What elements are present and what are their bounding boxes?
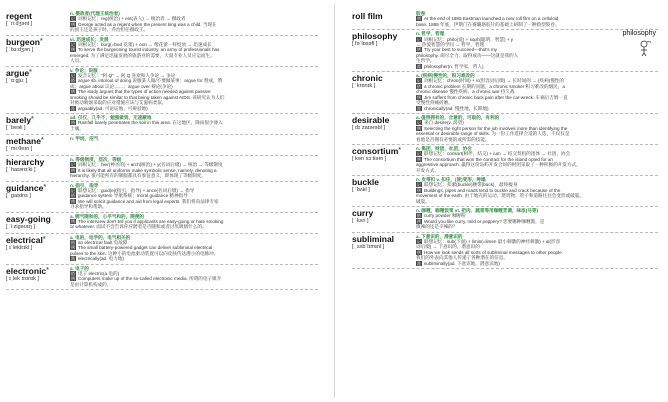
line-text: v. 争论；说服: [70, 67, 98, 73]
phonetic: [ ɪˌlekˈtrɒnɪk ]: [6, 275, 39, 282]
headword-text: subliminal: [352, 233, 395, 244]
headword-block: [352, 73, 416, 111]
line-text: a. 值得拥有的，合意的，可取的，有利的: [416, 114, 500, 120]
dictionary-entry: [352, 114, 658, 145]
dictionary-entry: [6, 234, 318, 265]
headword-block: [352, 31, 416, 69]
line-text: n. 甲烷，沼气: [70, 135, 99, 141]
headword: [6, 183, 70, 193]
section-marker-icon: 例: [71, 120, 75, 126]
line-text: a. 电子的: [70, 265, 89, 271]
example-line: [70, 224, 318, 229]
phonetic: [ ˌsʌbˈlɪmɪnl ]: [352, 243, 385, 250]
phonetic: [ kənˈsɔːtiəm ]: [352, 155, 387, 162]
headword: [352, 208, 416, 218]
headword: [6, 115, 70, 125]
section-marker-icon: 例: [71, 21, 75, 27]
section-marker-icon: 例: [417, 156, 421, 162]
line-text: Rainfall barely penetrates the soil in this area. 在这地区，降雨很少渗入: [78, 120, 223, 126]
line-text: n. 咖喱，咖喱饭菜 vt. 把肉、蔬菜等用咖喱烹调，味浓(马等): [416, 208, 538, 213]
line-text: guidance system 导航系统；moral guidance 精神指导: [78, 193, 188, 199]
entry-body: [416, 146, 658, 173]
entry-body: [416, 31, 658, 69]
star-icon: *: [40, 136, 44, 144]
section-marker-icon: 记: [417, 36, 421, 42]
section-marker-icon: 记: [71, 73, 75, 79]
phonetic: [ ˈmiːθeɪn ]: [6, 145, 33, 152]
headword: [6, 68, 70, 78]
line-text: or whatever. 面试不会告诉你应聘者是否随和或者讨厌吸烟什么的。: [70, 224, 207, 230]
line-text: philosopher(n. 哲学家，哲人): [424, 63, 484, 69]
example-line: [416, 199, 658, 204]
headword: [352, 31, 416, 41]
headword-block: [352, 234, 416, 266]
line-text: 来自 desire(v. 渴望): [424, 120, 464, 126]
line-text: n. 哲学，哲理: [416, 31, 445, 37]
entry-body: [416, 177, 658, 204]
headword: [352, 115, 416, 125]
line-text: aggressive approach. 赢得这份岛屿开发合同的财团采取了一种积极的开发方式。: [416, 162, 581, 168]
column-divider: [334, 4, 335, 398]
line-text: 词根记忆：burg(=bud 花蕾) + eon → 像花蕾一样绽放 → 迅速成长: [78, 42, 212, 48]
example-line: [70, 126, 318, 131]
line-text: 开发方式。: [416, 167, 439, 173]
line-text: 成；argue about 议论……；argue over 辩论(争论): [70, 83, 173, 89]
phonetic: [ ˈkʌri ]: [352, 218, 369, 224]
headword: [352, 73, 416, 83]
entry-body: [70, 136, 318, 153]
headword-text: regent: [6, 11, 32, 21]
entry-body: [416, 11, 658, 27]
line-text: vi. 迅速成长；发展: [70, 36, 109, 42]
example-line: [416, 106, 658, 111]
headword-block: [6, 11, 70, 33]
section-marker-icon: 搭: [417, 213, 421, 219]
headword: [6, 214, 70, 224]
right-column: [352, 10, 658, 269]
line-text: emerged. 为了满足迅猛发展的旅游业的需要，大量专业人员应运而生。: [70, 52, 215, 58]
dictionary-entry: [6, 213, 318, 234]
dictionary-entry: [6, 265, 318, 291]
phonetic: [ ˈɑːgjuː ]: [6, 77, 28, 84]
example-line: [416, 22, 658, 27]
dictionary-entry: [352, 10, 658, 30]
star-icon: *: [398, 146, 402, 154]
entry-body: [70, 157, 318, 179]
line-text: base. 1889 年底，伊斯门在赛璐珞胶片的基础上研制了一种新型胶卷。: [416, 21, 560, 27]
section-marker-icon: 记: [71, 16, 75, 22]
headword-text: easy-going: [6, 213, 51, 224]
entry-body: [70, 266, 318, 288]
line-text: hierarchy. 很可能所有的制服都具有象征意义，即体现了等级制度。: [70, 173, 206, 179]
line-text: 破裂。: [416, 198, 430, 204]
line-text: chronic disease 慢性疾病，a chronic war 持久战: [416, 89, 515, 95]
example-line: [70, 282, 318, 287]
headword-text: desirable: [352, 114, 390, 125]
section-marker-icon: 记: [417, 78, 421, 84]
headword-text: hierarchy: [6, 156, 45, 167]
line-text: philosophy. 竭尽全力，取得成功——这就是我的人: [416, 52, 519, 58]
line-text: How we look sends all sorts of subliminal messages to other people.: [424, 249, 563, 255]
headword: [6, 266, 70, 276]
headword-text: buckle: [352, 176, 379, 187]
line-text: 对被动吸烟采取的应对措施应该与艾滋病类似。: [70, 100, 167, 106]
illustration-label: philosophy: [622, 30, 656, 38]
dictionary-entry: [6, 10, 318, 36]
section-marker-icon: 记: [417, 151, 421, 157]
line-text: 联想记忆：扣紧(buckle)腰带(buck)，最终瘦身: [424, 182, 518, 188]
headword-block: [352, 177, 416, 204]
entry-body: [416, 115, 658, 142]
headword-text: electronic: [6, 265, 47, 276]
star-icon: *: [43, 183, 47, 191]
section-marker-icon: 例: [417, 47, 421, 53]
star-icon: *: [40, 37, 43, 45]
line-text: argue sb. into/out of doing 说服某人做/不要做某事；argue for 赞成，赞: [78, 78, 223, 84]
line-text: n. 摄政者(代理王统治者): [70, 11, 120, 16]
dictionary-entry: [6, 135, 318, 156]
headword: [352, 146, 416, 156]
line-text: The small battery-powered gadget can deliver subliminal electrical: [78, 245, 213, 251]
headword: [352, 234, 416, 244]
line-text: chronically(ad. 慢性地，长期地): [424, 105, 489, 111]
section-marker-icon: 搭: [71, 239, 75, 245]
line-text: 词后缀) → 下意识的，潜意识的: [416, 244, 480, 250]
example-line: [70, 106, 318, 111]
section-marker-icon: 记: [71, 162, 75, 168]
section-marker-icon: 派: [417, 260, 421, 266]
line-text: 是由计算机构成的。: [70, 281, 112, 287]
phonetic: [ ɪˈlektrɪkl ]: [6, 244, 33, 251]
headword-text: electrical: [6, 234, 43, 245]
line-text: a chronic problem 长期的问题，a chronic smoker 积习难改的烟民，a: [424, 83, 565, 89]
dictionary-entry: [6, 114, 318, 135]
entry-body: [70, 214, 318, 231]
example-line: [70, 204, 318, 209]
line-text: n. 集团，财团，社团，协会: [416, 145, 472, 151]
section-marker-icon: 搭: [417, 83, 421, 89]
section-marker-icon: 记: [417, 120, 421, 126]
line-text: 词根记忆：philo(爱) + soph(聪明，智慧) + y: [424, 36, 514, 42]
line-text: Buildings, pipes and roads tend to buckle and crack because of the: [424, 187, 561, 193]
phonetic: [ ˈbɜːdʒən ]: [6, 46, 34, 53]
section-marker-icon: 例: [417, 187, 421, 193]
headword-block: [352, 11, 416, 27]
line-text: → 热爱智慧的学问 → 哲学，哲理: [416, 42, 485, 48]
headword-block: [352, 146, 416, 173]
entry-body: [70, 115, 318, 132]
line-text: electrically(ad. 电力地): [78, 256, 124, 262]
entry-body: [70, 68, 318, 111]
headword-text: argue: [6, 67, 30, 78]
section-marker-icon: 例: [417, 125, 421, 131]
line-text: 发音记忆："阿 Q" → 阿 Q 喜欢和人争论 → 争论: [78, 73, 176, 79]
section-marker-icon: 例: [417, 94, 421, 100]
line-text: 土壤。: [70, 125, 84, 131]
headword: [352, 11, 416, 21]
line-text: Selecting the right person for the job involves more than identifying the: [424, 125, 568, 131]
phonetic: [ dɪˈzaɪərəbl ]: [352, 124, 385, 131]
headword-text: methane: [6, 135, 41, 146]
line-text: 生哲学。: [416, 58, 435, 64]
dictionary-entry: [6, 156, 318, 182]
section-marker-icon: 例: [71, 245, 75, 251]
section-marker-icon: 例: [417, 16, 421, 22]
line-text: an electrical fault 电故障: [78, 239, 128, 245]
section-marker-icon: 例: [71, 167, 75, 173]
section-marker-icon: 例: [71, 198, 75, 204]
section-marker-icon: 例: [417, 249, 421, 255]
star-icon: *: [46, 266, 49, 274]
line-text: a. 电的，电学的，电气相关的: [70, 234, 131, 240]
section-marker-icon: 派: [71, 256, 75, 262]
section-marker-icon: 记: [71, 187, 75, 193]
dictionary-entry: [352, 207, 658, 233]
section-marker-icon: 搭: [71, 78, 75, 84]
phonetic: [ fəˈlɒsəfi ]: [352, 41, 378, 48]
line-text: It is likely that all uniforms make symbolic sense, namely, denoting a: [78, 167, 217, 173]
line-text: Try your best to succeed—that's my: [424, 47, 497, 53]
line-text: 受慢性背痛折磨。: [416, 100, 453, 106]
star-icon: *: [29, 68, 32, 76]
example-line: [70, 173, 318, 178]
line-text: 词根记忆：reg(统治) + ent(表人) → 统治者 → 摄政者: [78, 16, 186, 22]
line-text: 联想记忆：guid(e)(指引，指导) + ance(名词后缀) → 指导: [78, 187, 195, 193]
line-text: 寻求指导和帮助。: [70, 204, 107, 210]
example-line: [416, 168, 658, 173]
headword: [6, 157, 70, 167]
headword-block: [6, 214, 70, 231]
headword-block: [6, 136, 70, 153]
phonetic: [ ˈbeəli ]: [6, 124, 26, 131]
left-column: [6, 10, 318, 290]
line-text: 联想记忆：consort(相伴，结交) + ium → 结交契机的团体 → 社团，协会: [424, 151, 571, 157]
section-marker-icon: 搭: [71, 271, 75, 276]
section-marker-icon: 派: [417, 105, 421, 111]
line-text: Computers make up of the so-called electronic media. 所谓的电子媒介: [78, 276, 222, 282]
line-text: Would you like curry, mild or peppery? 您要哪种咖喱酱，是: [424, 218, 545, 224]
phonetic: [ ˈkrɒnɪk ]: [352, 83, 376, 90]
phonetic: [ ˈgaɪdns ]: [6, 192, 31, 199]
headword: [6, 37, 70, 47]
example-line: [70, 27, 318, 32]
headword-text: guidance: [6, 182, 44, 193]
line-text: essential or desirable range of skills. 为一份工作选择合适的人选，不仅仅是: [416, 131, 570, 137]
section-marker-icon: 例: [71, 89, 75, 95]
headword: [352, 177, 416, 187]
headword-text: roll film: [352, 11, 383, 21]
line-text: George acted as a regent when the present king was a child. 当现在: [78, 21, 217, 27]
star-icon: *: [42, 235, 46, 243]
line-text: n. 指引，指导: [70, 182, 99, 188]
line-text: 胶卷: [416, 11, 426, 16]
line-text: n. 皮带扣 v. 扣住，(使)变形，垮塌: [416, 176, 486, 182]
line-text: arguably(ad. 可论证地，可辩驳地): [78, 105, 148, 111]
line-text: To serve the burgeoning tourist industry, an army of professionals has: [78, 47, 220, 53]
headword-block: [352, 115, 416, 142]
example-line: [70, 256, 318, 261]
line-text: 人员。: [70, 58, 84, 64]
line-text: At the end of 1889 Eastman launched a new roll film on a celluloid: [424, 16, 559, 22]
headword-block: [6, 37, 70, 64]
entry-body: [416, 73, 658, 111]
line-text: 电子 electric(a.电的): [78, 271, 120, 276]
line-text: a. (疾病)慢性的，积习难改的: [416, 73, 475, 79]
entry-body: [70, 183, 318, 210]
section-marker-icon: 记: [417, 182, 421, 188]
headword: [6, 136, 70, 146]
headword-text: philosophy: [352, 31, 398, 42]
line-text: n. 等级制度，层次，等级: [70, 156, 122, 162]
entry-body: [70, 235, 318, 262]
section-marker-icon: 派: [71, 105, 75, 111]
section-marker-icon: 例: [71, 47, 75, 53]
section-marker-icon: 例: [71, 218, 75, 224]
dictionary-entry: [6, 182, 318, 213]
line-text: Jim suffers from chronic back pain after the car-wreck. 车祸后吉姆一直: [424, 94, 568, 100]
dictionary-entry: [352, 145, 658, 176]
headword-text: curry: [352, 208, 374, 218]
dictionary-entry: [352, 72, 658, 114]
headword-block: [6, 235, 70, 262]
headword-text: burgeon: [6, 36, 40, 47]
phonetic: [ ˈiːziɡəʊɪŋ ]: [6, 223, 35, 230]
line-text: curry powder 咖喱粉: [424, 213, 466, 219]
line-text: 的国王还是孩子时，乔治担任摄政王。: [70, 27, 149, 33]
phonetic: [ ˈhaɪərɑːki ]: [6, 166, 36, 173]
line-text: a. 下意识的，潜意识的: [416, 233, 463, 239]
headword: [6, 11, 70, 21]
headword-text: barely: [6, 114, 32, 125]
star-icon: *: [31, 115, 34, 123]
dictionary-entry: [352, 30, 658, 72]
line-text: The consortium that won the contract for the island opted for an: [424, 156, 553, 162]
example-line: [416, 64, 658, 69]
headword-block: [6, 68, 70, 111]
line-text: 看他是否拥有必要的或所需的技能。: [416, 136, 490, 142]
illustration: [614, 31, 658, 57]
headword-text: consortium: [352, 145, 399, 156]
line-text: a. 脾气随和的，心平气和的，随便的: [70, 213, 145, 219]
line-text: ad. 仅仅，几乎不，勉强做到，无遮蔽地: [70, 114, 152, 120]
line-text: subliminally(ad. 下意识地，潜意识地): [424, 260, 500, 266]
definition-line: [70, 136, 318, 141]
section-marker-icon: 派: [417, 63, 421, 69]
headword-block: [6, 266, 70, 288]
entry-body: [416, 208, 658, 230]
line-text: 微辣的还是辛辣的？: [416, 224, 458, 230]
line-text: 联想记忆：sub(下面) + limin(=limen 最小刺激的神经刺激) + al(形容: [424, 239, 561, 245]
section-marker-icon: 例: [71, 276, 75, 282]
example-line: [416, 137, 658, 142]
headword-block: [352, 208, 416, 230]
line-text: The study argues that the types of action needed against passive: [78, 89, 211, 95]
line-text: pulses to the skin. 这种小的电池驱动装置可以向皮肤传达潜小的电脉冲。: [70, 250, 219, 256]
section-marker-icon: 搭: [71, 193, 75, 199]
entry-body: [416, 234, 658, 266]
example-line: [416, 261, 658, 266]
dictionary-entry: [6, 67, 318, 114]
headword-text: chronic: [352, 73, 383, 84]
dictionary-entry: [6, 36, 318, 67]
section-marker-icon: 记: [71, 42, 75, 48]
headword-block: [6, 183, 70, 210]
headword-block: [6, 157, 70, 179]
line-text: 词根记忆：hier(神圣的) + arch(统治) + y(名词后缀) → 统治 → 等级制度: [78, 162, 223, 168]
line-text: smoking should be similar to that being taken against AIDS. 该研究认为人们: [70, 94, 225, 100]
line-text: 我们的外表向其他人传递了各种潜在的信息。: [416, 255, 508, 261]
headword-block: [6, 115, 70, 132]
entry-body: [70, 11, 318, 33]
line-text: 词根记忆：chron(时间) + ic(形容词后缀) → 长时间的 → (疾病)慢性的: [424, 78, 564, 84]
example-line: [416, 224, 658, 229]
line-text: We will solicit guidance and aid from legal experts. 我们将向法律专家: [78, 198, 219, 204]
example-line: [70, 58, 318, 63]
section-marker-icon: 例: [417, 218, 421, 224]
line-text: The interview don't tell you if applicants are easy-going or hate smoking: [78, 218, 224, 224]
line-text: movement of the earth. 由于地壳的运动，建筑物、管子和道路往往会变形或破裂。: [416, 193, 584, 199]
headword: [6, 235, 70, 245]
section-marker-icon: 记: [417, 239, 421, 245]
dictionary-entry: [352, 233, 658, 269]
phonetic: [ ˈriːdʒənt ]: [6, 21, 33, 27]
entry-body: [70, 37, 318, 64]
dictionary-entry: [352, 176, 658, 207]
phonetic: [ ˈbʌkl ]: [352, 186, 370, 193]
